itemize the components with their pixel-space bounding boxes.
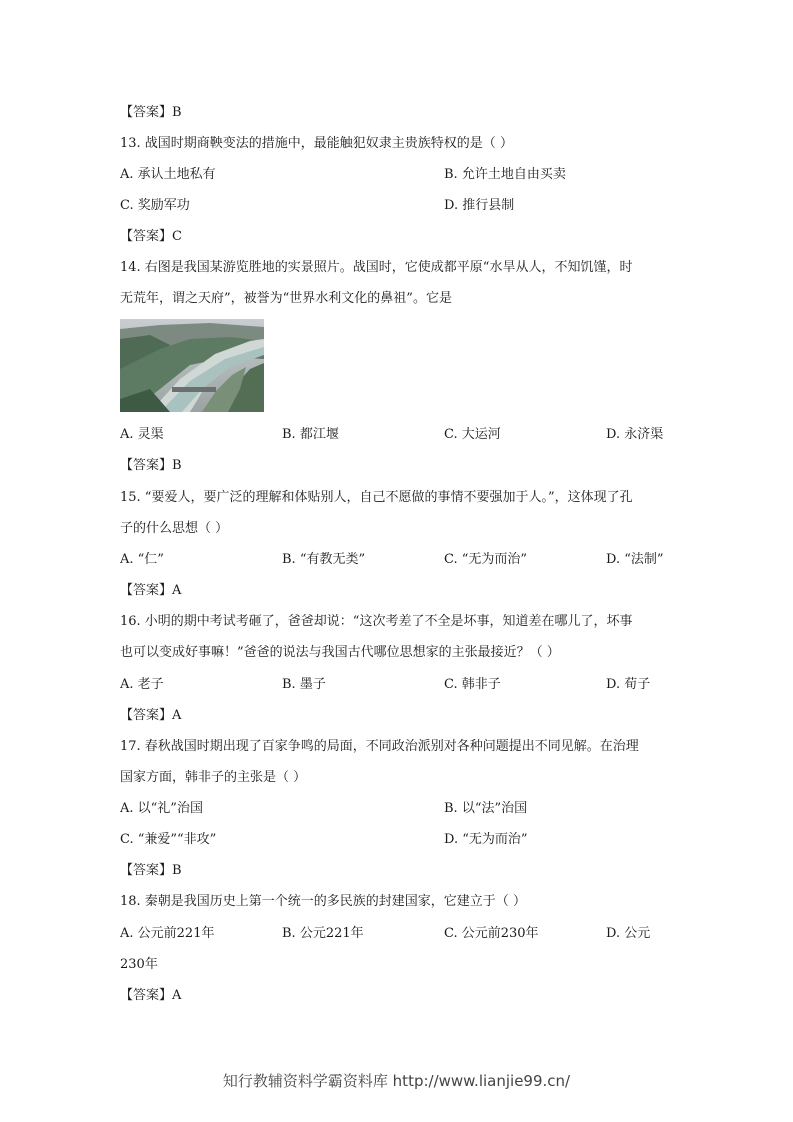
q15-option-c: C. “无为而治” bbox=[444, 552, 528, 567]
footer-watermark: 知行教辅资料学霸资料库 http://www.lianjie99.cn/ bbox=[222, 1072, 571, 1090]
q17-option-d: D. “无为而治” bbox=[444, 832, 528, 847]
answer-17: 【答案】B bbox=[120, 863, 182, 878]
q18-option-c: C. 公元前230年 bbox=[444, 926, 539, 941]
q15-option-b: B. “有教无类” bbox=[282, 552, 366, 567]
answer-12: 【答案】B bbox=[120, 105, 182, 120]
question-15-line2: 子的什么思想（ ） bbox=[120, 521, 229, 536]
q14-option-b: B. 都江堰 bbox=[282, 427, 339, 442]
question-18: 18. 秦朝是我国历史上第一个统一的多民族的封建国家，它建立于（ ） bbox=[120, 894, 526, 909]
q16-option-a: A. 老子 bbox=[120, 677, 164, 692]
q13-option-c: C. 奖励军功 bbox=[120, 198, 190, 213]
q15-option-a: A. “仁” bbox=[120, 552, 164, 567]
q14-option-a: A. 灵渠 bbox=[120, 427, 164, 442]
q18-option-d: D. 公元 bbox=[606, 926, 651, 941]
answer-13: 【答案】C bbox=[120, 229, 182, 244]
q14-option-c: C. 大运河 bbox=[444, 427, 501, 442]
q16-option-d: D. 荀子 bbox=[606, 677, 651, 692]
question-14-line1: 14. 右图是我国某游览胜地的实景照片。战国时，它使成都平原“水旱从人，不知饥馑，时 bbox=[120, 260, 633, 275]
q15-option-d: D. “法制” bbox=[606, 552, 664, 567]
q17-option-b: B. 以“法”治国 bbox=[444, 801, 528, 816]
answer-14: 【答案】B bbox=[120, 458, 182, 473]
question-15-line1: 15. “要爱人，要广泛的理解和体贴别人，自己不愿做的事情不要强加于人。”，这体现了孔 bbox=[120, 490, 633, 505]
answer-15: 【答案】A bbox=[120, 583, 182, 598]
question-16-line1: 16. 小明的期中考试考砸了，爸爸却说：“这次考差了不全是坏事，知道差在哪儿了，坏事 bbox=[120, 614, 633, 629]
q16-option-b: B. 墨子 bbox=[282, 677, 326, 692]
q16-option-c: C. 韩非子 bbox=[444, 677, 501, 692]
q17-option-c: C. “兼爱”“非攻” bbox=[120, 832, 217, 847]
q13-option-b: B. 允许土地自由买卖 bbox=[444, 167, 566, 182]
q17-option-a: A. 以“礼”治国 bbox=[120, 801, 203, 816]
q18-option-a: A. 公元前221年 bbox=[120, 926, 215, 941]
q13-option-d: D. 推行县制 bbox=[444, 198, 515, 213]
question-16-line2: 也可以变成好事嘛！”爸爸的说法与我国古代哪位思想家的主张最接近？（ ） bbox=[120, 645, 560, 660]
question-17-line2: 国家方面，韩非子的主张是（ ） bbox=[120, 770, 307, 785]
question-13: 13. 战国时期商鞅变法的措施中，最能触犯奴隶主贵族特权的是（ ） bbox=[120, 136, 513, 151]
answer-18: 【答案】A bbox=[120, 988, 182, 1003]
q18-option-d-wrap: 230年 bbox=[120, 957, 158, 972]
question-17-line1: 17. 春秋战国时期出现了百家争鸣的局面，不同政治派别对各种问题提出不同见解。在治理 bbox=[120, 739, 639, 754]
question-14-line2: 无荒年，谓之天府”，被誉为“世界水利文化的鼻祖”。它是 bbox=[120, 291, 452, 306]
dujiangyan-photo bbox=[120, 319, 264, 412]
q13-option-a: A. 承认土地私有 bbox=[120, 167, 216, 182]
answer-16: 【答案】A bbox=[120, 708, 182, 723]
q18-option-b: B. 公元221年 bbox=[282, 926, 364, 941]
q14-option-d: D. 永济渠 bbox=[606, 427, 664, 442]
